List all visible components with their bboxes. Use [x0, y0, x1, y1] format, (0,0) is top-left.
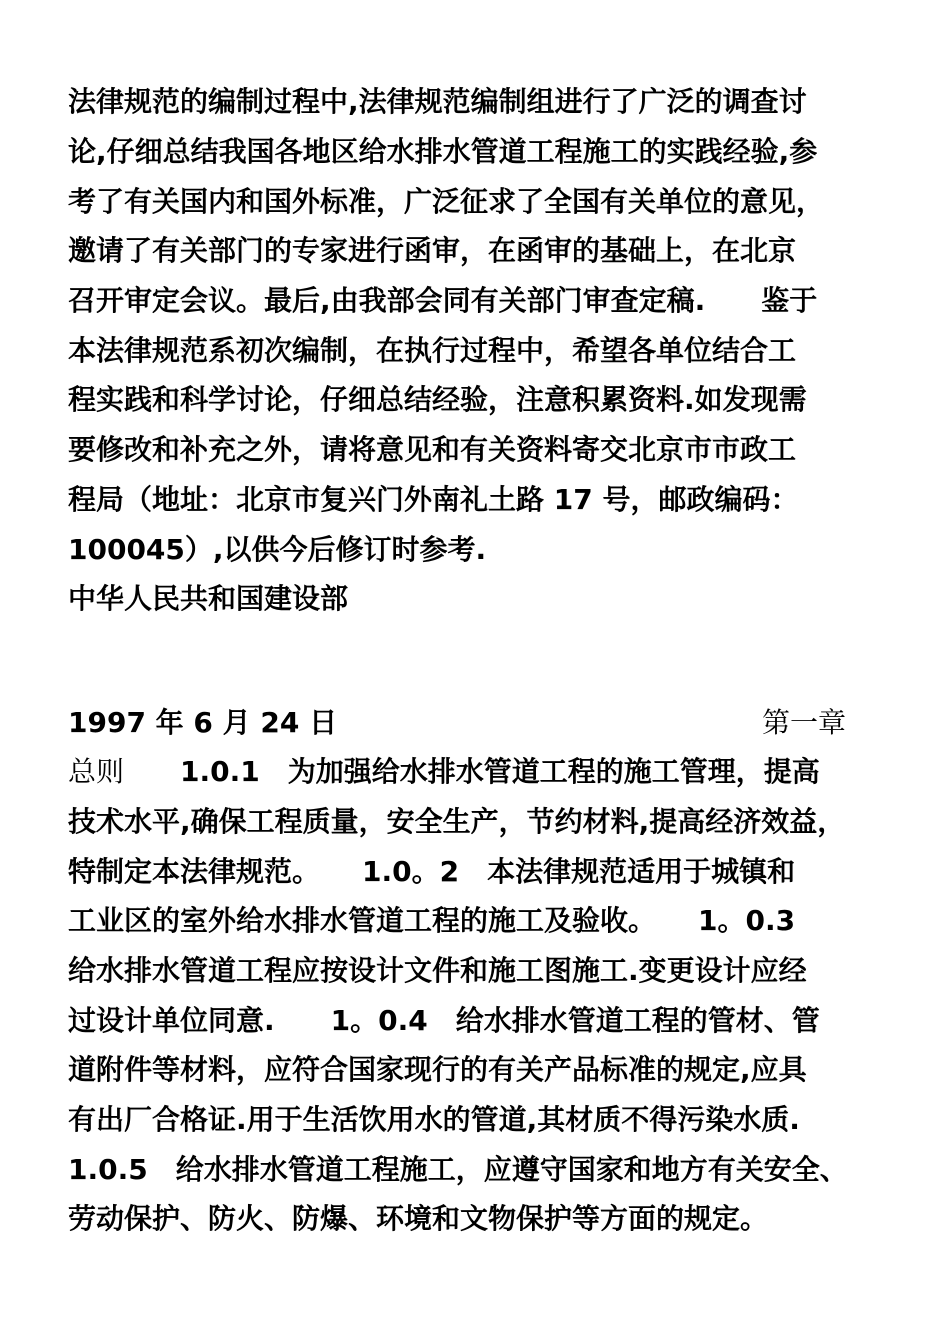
- chapter-line-4: 工业区的室外给水排水管道工程的施工及验收。 1。0.3: [68, 904, 796, 937]
- chapter-line-1: [68, 754, 820, 790]
- chapter-line-10: 劳动保护、防火、防爆、环境和文物保护等方面的规定。: [68, 1202, 769, 1235]
- preface-line-7: 程实践和科学讨论，仔细总结经验，注意积累资料.如发现需: [68, 383, 807, 416]
- chapter-line-2: 技术水平,确保工程质量，安全生产，节约材料,提高经济效益，: [68, 805, 846, 838]
- chapter-line-8: 有出厂合格证.用于生活饮用水的管道,其材质不得污染水质.: [68, 1103, 800, 1136]
- chapter-title-suffix: 总则: [68, 755, 125, 788]
- chapter-line-5: 给水排水管道工程应按设计文件和施工图施工.变更设计应经: [68, 954, 807, 987]
- preface-line-3: 考了有关国内和国外标准，广泛征求了全国有关单位的意见，: [68, 185, 825, 218]
- preface-line-6: 本法律规范系初次编制，在执行过程中，希望各单位结合工: [68, 334, 797, 367]
- chapter-line-1-rest: 1.0.1 为加强给水排水管道工程的施工管理，提高: [124, 755, 820, 788]
- chapter-line-3: 特制定本法律规范。 1.0。2 本法律规范适用于城镇和: [68, 855, 796, 888]
- preface-line-4: 邀请了有关部门的专家进行函审，在函审的基础上，在北京: [68, 234, 797, 267]
- preface-line-10: 100045）,以供今后修订时参考.: [68, 533, 487, 566]
- chapter-title-prefix: 第一章: [762, 706, 847, 739]
- preface-line-2: 论,仔细总结我国各地区给水排水管道工程施工的实践经验,参: [68, 135, 818, 168]
- preface-line-5: 召开审定会议。最后,由我部会同有关部门审查定稿. 鉴于: [68, 284, 818, 317]
- chapter-line-7: 道附件等材料，应符合国家现行的有关产品标准的规定,应具: [68, 1053, 807, 1086]
- chapter-line-6: 过设计单位同意. 1。0.4 给水排水管道工程的管材、管: [68, 1004, 820, 1037]
- preface-line-1: 法律规范的编制过程中,法律规范编制组进行了广泛的调查讨: [68, 85, 807, 118]
- preface-line-8: 要修改和补充之外，请将意见和有关资料寄交北京市市政工: [68, 433, 797, 466]
- chapter-line-9: 1.0.5 给水排水管道工程施工，应遵守国家和地方有关安全、: [68, 1153, 848, 1186]
- date: 1997 年 6 月 24 日: [68, 706, 338, 739]
- preface-line-9: 程局（地址：北京市复兴门外南礼土路 17 号，邮政编码：: [68, 483, 799, 516]
- signature: 中华人民共和国建设部: [68, 582, 349, 615]
